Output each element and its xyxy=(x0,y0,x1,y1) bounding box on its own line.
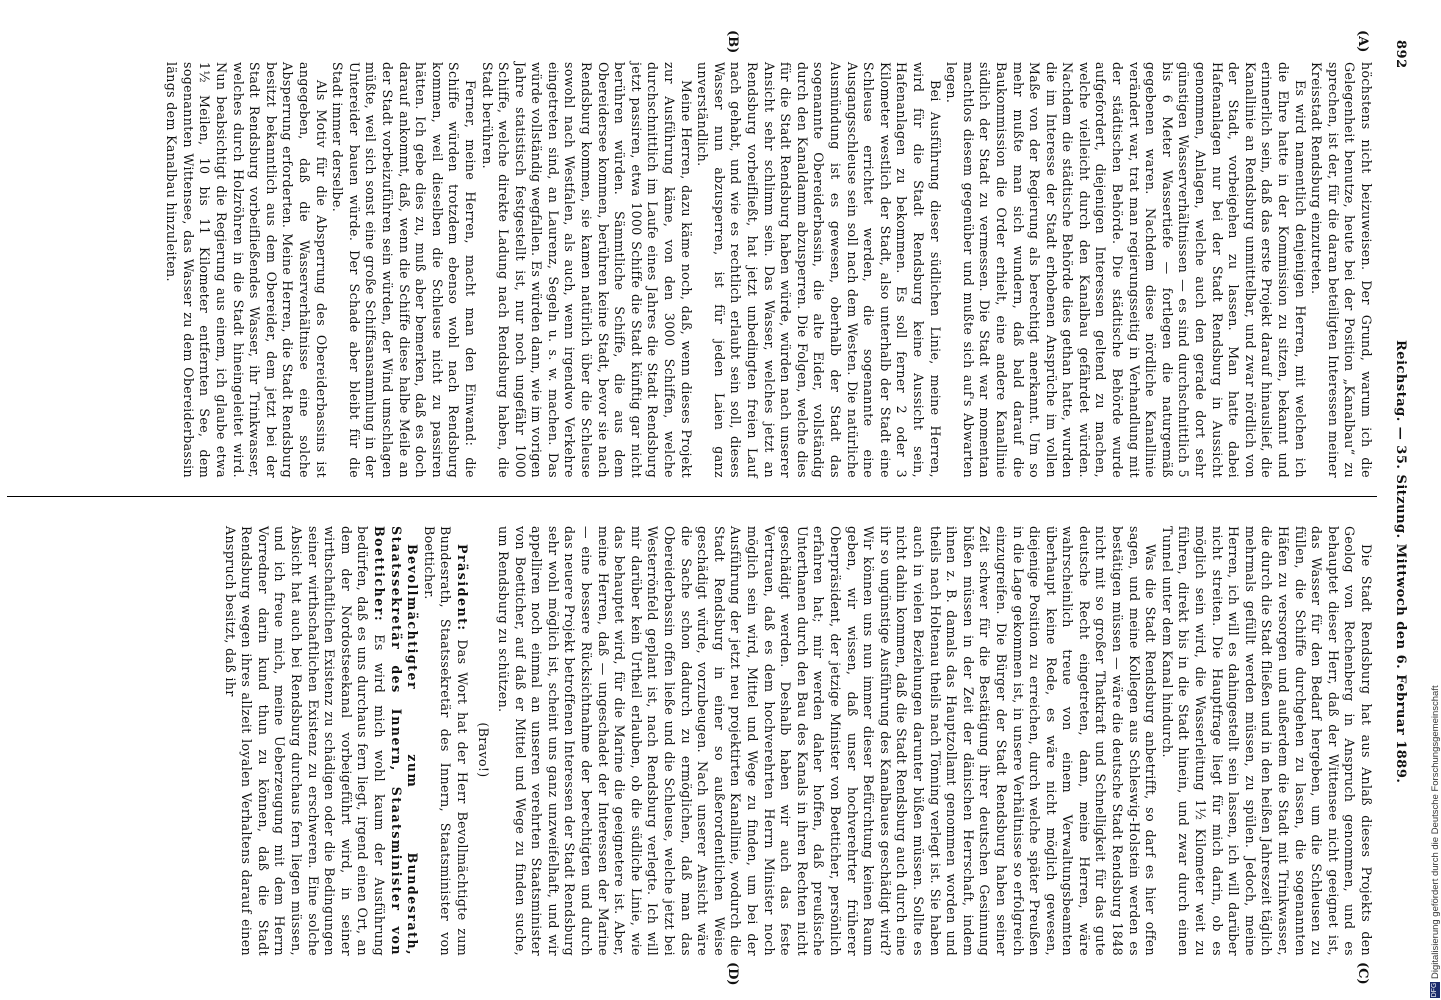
left-column xyxy=(4,62,1374,478)
page-title: Reichstag. — 35. Sitzung. Mittwoch den 6. Februar 1889. xyxy=(1393,340,1408,784)
paragraph: Meine Herren, dazu käme noch, daß, wenn dieses Projekt zur Ausführung käme, von den 3000 Schiffen, welche durchschnittlich im Laufe eines Jahres die Stadt Rendsburg jetzt passiren, etwa 1000 Schiffe die Stadt künftig gar nicht berühren würden. Sämmtliche Schiffe, die aus dem Obereidersee kommen, berühren keine Stadt, bevor sie nach Rendsburg kommen, sie kamen natürlich über die Schleuse sowohl nach Westfalen, als auch, wenn irgendwo Verkehre eingetreten sind, an Laurenz, Segeln u. s. w. machen. Das würde vollständig wegfallen. Es würden dann, wie im vorigen Jahre statistisch festgestellt ist, nur noch ungefähr 1000 Schiffe, welche direkte Ladung nach Rendsburg haben, die Stadt berühren. xyxy=(479,62,694,478)
speaker-label-minister: Bevollmächtigter zum Bundesrath, Staatssekretär des Innern, Staatsminister von Boetticher: xyxy=(371,526,421,956)
minister-paragraph xyxy=(221,526,420,956)
president-text: Das Wort hat der Herr Bevollmächtigte zum Bundesrath, Staatssekretär des Innern, Staatsminister von Boetticher. xyxy=(421,526,470,956)
paragraph: Was die Stadt Rendsburg anbetrifft, so darf es hier offen sagen, und meine Kollegen aus Schleswig-Holstein werden es bestätigen müssen — wäre die deutsche Stadt Rendsburg 1848 nicht mit so großer Thatkraft und Schnelligkeit für das gute deutsche Recht eingetreten, dann, meine Herren, wäre wahrscheinlich treue von einem Verwaltungsbeamten überhaupt keine Rede, es wäre nicht möglich gewesen, diejenige Position zu erreichen, durch welche später Preußen in die Lage gekommen ist, in unsere Verhältnisse so erfolgreich einzugreifen. Die Bürger der Stadt Rendsburg haben seiner Zeit schwer für die Bestätigung ihrer deutschen Gesinnung büßen müssen in der Zeit der dänischen Herrschaft, indem ihnen z. B. damals das Hauptzollamt genommen worden und theils nach Holtenau theils nach Tönning verlegt ist. Sie haben auch in vielen Beziehungen darunter büßen müssen. Sollte es nicht dahin kommen, daß die Stadt Rendsburg auch durch eine ihr so ungünstige Ausführung des Kanalbaues geschädigt wird? Wir können uns nun immer dieser Befürchtung keinen Raum geben, wir wissen, daß unser hochverehrter früherer Oberpräsident, der jetzige Minister von Boetticher, persönlich erfahren hat; mir werden daher hoffen, daß preußische Unterthanen durch den Bau des Kanals in ihren Rechten nicht geschädigt werden. Deshalb haben wir auch das feste Vertrauen, daß es dem hochverehrten Herrn Minister noch möglich sein wird, Mittel und Wege zu finden, um bei der Ausführung der jetzt neu projektirten Kanallinie, wodurch die Stadt Rendsburg in einer so außerordentlichen Weise geschädigt würde, vorzubeugen. Nach unserer Ansicht wäre die Sache schon dadurch zu ermöglichen, daß man das Obereiderbassin offen ließe und die Schleuse, welche jetzt bei Westerrönfeld geplant ist, nach Rendsburg verlegte. Ich will mir darüber kein Urtheil erlauben, ob die südliche Linie, wie das behauptet wird, für die Marine die geeignetere ist. Aber, meine Herren, daß — ungeschadet der Interessen der Marine — eine bessere Rücksichtnahme der berechtigten und durch das neuere Projekt betroffenen Interessen der Stadt Rendsburg sehr wohl möglich ist, scheint uns ganz unzweifelhaft, und wir appelliren noch einmal an unseren verehrten Staatsminister von Boetticher, auf daß er Mittel und Wege zu finden suche, um Rendsburg zu schützen. xyxy=(496,526,1159,957)
applause-note: (Bravo!) xyxy=(475,722,491,778)
president-paragraph xyxy=(420,526,470,956)
minister-text: Es wird mich wohl kaum der Ausführung bedürfen, daß es uns durchaus fern liegt, irgend einen Ort, an dem der Nordostseekanal vorbeigeführt wird, in seiner wirthschaftlichen Existenz zu schädigen oder die Bedingungen seiner wirthschaftlichen Existenz zu erschweren. Eine solche Absicht hat auch bei Rendsburg durchaus fern liegen müssen, und ich freue mich, meine Ueberzeugung mit dem Herrn Vorredner darin kund thun zu können, daß die Stadt Rendsburg wegen ihres allzeit loyalen Verhaltens darauf einen Anspruch besitzt, daß ihr xyxy=(222,526,387,956)
footer-strip xyxy=(1418,4,1441,998)
margin-marker-b: (B) xyxy=(725,30,740,54)
paragraph: Es wird namentlich denjenigen Herren, mit welchen ich die Ehre hatte in der Kommission zu sitzen, bekannt und erinnerlich sein, daß das erste Projekt darauf hinauslief, die Kanallinie an Rendsburg unmittelbar, und zwar nördlich von der Stadt, vorbeigehen zu lassen. Man hatte dabei Hafenanlagen nur bei der Stadt Rendsburg in Aussicht genommen, Anlagen, welche auch den gerade dort sehr günstigen Wasserverhältnissen — es sind durchschnittlich 5 bis 6 Meter Wassertiefe — fortlegen die naturgemäß gegebenen waren. Nachdem diese nördliche Kanallinie verändert war, trat man regierungsseitig in Verhandlung mit der städtischen Behörde. Die städtische Behörde wurde aufgefordert, diejenigen Interessen geltend zu machen, welche vielleicht durch den Kanalbau gefährdet würden. Nachdem die städtische Behörde dies gethan hatte, wurden die im Interesse der Stadt erhobenen Ansprüche im vollen Maße von der Regierung als berechtigt anerkannt. Um so mehr mußte man sich wundern, daß bald darauf die Baukommission die Order erhielt, eine andere Kanallinie südlich der Stadt zu vermessen. Die Stadt war momentan machtlos diesem gegenüber und mußte sich auf's Abwarten legen. xyxy=(944,62,1308,478)
paragraph: Ferner, meine Herren, macht man den Einwand: die Schiffe würden trotzdem ebenso wohl nach Rendsburg kommen, weil dieselben die Schleuse nicht zu passiren hätten. Ich gebe dies zu, muß aber bemerken, daß es doch darauf ankommt, daß, wenn die Schiffe diese halbe Meile an der Stadt vorbeizuführen sein würden, der Wind umschlagen müßte, weil sich sonst eine große Schiffsansammlung in der Untereider bauen würde. Der Schade aber bleibt für die Stadt immer derselbe. xyxy=(330,62,478,478)
margin-marker-a: (A) xyxy=(1355,30,1370,53)
paragraph: Bei Ausführung dieser südlichen Linie, meine Herren, wird für die Stadt Rendsburg keine Aussicht sein, Hafenanlagen zu bekommen. Es soll ferner 2 oder 3 Kilometer westlich der Stadt, also unterhalb der Stadt eine Schleuse errichtet werden, die sogenannte eine Ausgangsschleuse sein soll nach dem Westen. Die natürliche Ausmündung ist es gewesen, oberhalb der Stadt das sogenannte Obereiderbassin, die alte Eider, vollständig durch den Kanaldamm abzusperren. Die Folgen, welche dies für die Stadt Rendsburg haben würde, würden nach unserer Ansicht sehr schlimm sein. Das Wasser, welches jetzt an Rendsburg vorbeifließt, hat jetzt unbedingten freien Lauf nach gehabt, und wie es rechtlich erlaubt sein soll, dieses Wasser nun abzusperren, ist für jeden Laien ganz unverständlich. xyxy=(695,62,943,478)
dfg-logo: DFG xyxy=(1431,982,1439,998)
paragraph: Als Motiv für die Absperrung des Obereiderbassins ist angegeben, daß die Wasserverhältnisse eine solche Absperrung erforderten. Meine Herren, die Stadt Rendsburg besitzt bekanntlich aus dem Obereider, dem jetzt bei der Stadt Rendsburg vorbeifließendes Wasser, ihr Trinkwasser, welches durch Holzröhren in die Stadt hineingeleitet wird. Nun beabsichtigt die Regierung aus einem, ich glaube etwa 1½ Meilen, 10 bis 11 Kilometer entfernten See, dem sogenannten Wittensee, das Wasser zu dem Obereiderbassin längs dem Kanalbau hinzuleiten. xyxy=(164,62,329,478)
paragraph: Die Stadt Rendsburg hat aus Anlaß dieses Projekts den Geolog von Rechenberg in Anspruch genommen, und es behauptet dieser Herr, daß der Wittensee nicht geeignet ist, das Wasser für den Bedarf hergeben, um die Schleusen zu füllen, die Schiffe durchgehen zu lassen, die sogenannten Häfen zu versorgen und außerdem die Stadt mit Trinkwasser, die durch die Stadt fließen und in den heißen Jahreszeit täglich mehrmals gefüllt werden müssen, zu spülen. Jedoch, meine Herren, ich will es dahingestellt sein lassen, ich will darüber nicht streiten. Die Hauptfrage liegt für mich darin, ob es möglich sein wird, die Wasserleitung 1½ Kilometer weit zu führen, direkt bis in die Stadt hinein, und zwar durch einen Tunnel unter dem Kanal hindurch. xyxy=(1159,526,1374,956)
footer-credit: Digitalisierung gefördert durch die Deutsche Forschungsgemeinschaft xyxy=(1430,685,1441,979)
right-column xyxy=(4,526,1374,956)
speaker-label-president: Präsident: xyxy=(454,544,470,632)
footer-rotated xyxy=(1430,4,1441,998)
column-divider xyxy=(7,496,1377,497)
page-number: 892 xyxy=(1393,40,1408,69)
page-header xyxy=(1384,40,1412,940)
paragraph: höchstens nicht beizuweisen. Der Grund, warum ich die Gelegenheit benutze, heute bei der Position „Kanalbau“ zu sprechen, ist der, für die daran beteiligten Interessen meiner Kreisstadt Rendsburg einzutreten. xyxy=(1309,62,1374,478)
margin-marker-d: (D) xyxy=(725,962,740,986)
margin-marker-c: (C) xyxy=(1355,962,1370,985)
